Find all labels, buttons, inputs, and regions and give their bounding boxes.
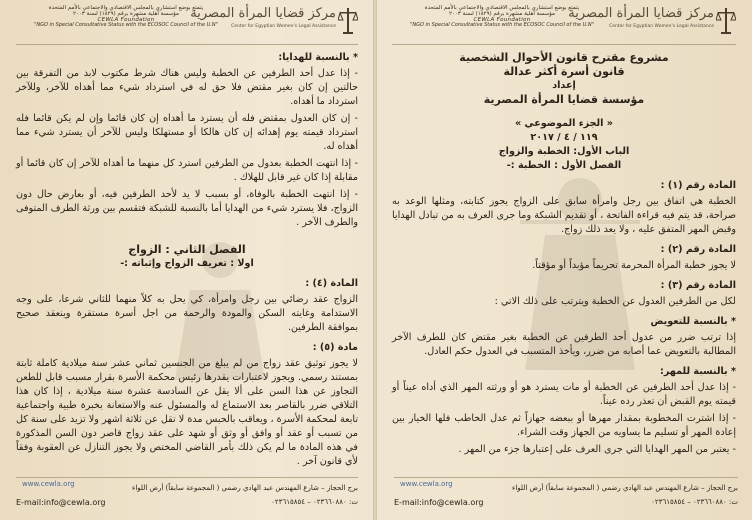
mahr-paragraph-1: - إذا عدل أحد الطرفين عن الخطبة أو مات يسترد هو أو ورثته المهر الذي أداه عيناً أو قيمته يوم القبض أن تعذر رده عيناً.: [392, 382, 736, 407]
footer-address: برج الحجاز – شارع المهندس عبد الهادي رضمي ( المجموعة سابقاً) أرض اللواء: [512, 484, 738, 492]
footer-website: www.cewla.org: [400, 480, 453, 488]
prepared-by-label: إعداد: [552, 80, 576, 91]
header-registration-line: مؤسسة أهلية مشهرة برقم (١٨٢٩) لسنة ٢٠٠٣: [449, 10, 555, 17]
header-status-line: يتمتع بوضع استشاري بالمجلس الاقتصادي والاجتماعي بالأمم المتحدة: [48, 5, 204, 11]
document-date: ١١٩ / ٤ / ٢٠١٧: [530, 132, 598, 143]
right-page: [378, 0, 752, 520]
justice-scale-icon: [338, 6, 358, 36]
page-gutter: [373, 0, 377, 520]
header-ngo-line: "NGO in Special Consultative Status with the ECOSOC Council of the U.N": [34, 22, 218, 29]
gifts-paragraph-1: - إذا عدل أحد الطرفين عن الخطبة وليس هناك شرط مكتوب لابد من التفرقة بين حالتين إن كان بغير مقتض فلا حق له في استرداد شيء مما أهداه للآخر، وللآخر استرداد ما أهداه.: [16, 68, 358, 107]
section-one-title: الفصل الأول : الخطبة :-: [506, 160, 622, 171]
right-page-content: [392, 51, 736, 457]
mahr-heading: * بالنسبة للمهر:: [659, 366, 736, 377]
article-5-title: مادة (٥) :: [312, 342, 358, 353]
header-info: [392, 6, 612, 29]
header-registration-line: مؤسسة أهلية مشهرة برقم (١٨٢٩) لسنة ٢٠٠٣: [73, 10, 179, 17]
document-subtitle: قانون أسرة أكثر عدالة: [503, 65, 625, 78]
header-info: [16, 6, 236, 29]
footer-email: E-mail:info@cewla.org: [394, 498, 484, 507]
left-page-content: [16, 51, 358, 469]
article-5-text: لا يجوز توثيق عقد زواج من لم يبلغ من الجنسين ثماني عشر سنة ميلادية كاملة ثابتة بمستند رسمي. ويجوز لاعتبارات يقدرها رئيس محكمة الأسرة بقرار مسبب قابل للطعن التجاوز عن هذا السن على ألا يقل عن السادسة عشرة سنة ميلادية ، إذا كان هذا التلاقي ضرر بالقاصر بعد الاستماع له والمسئول عنه والاستعانة بخبرة طبية واجتماعية تابعة لمحكمة الأسرة ، ويعاقب بالحبس مدة لا تقل عن ثلاثة اشهر ولا تزيد على سنة كل من تسبب أو عقد أو وافق أو وثق أو شهد على عقد زواج قاصر دون السن المذكورة في هذه المادة ما لم يكن ذلك بأمر القاضي المختص ولا يجوز التنازل عن العقوبة وفقاً لأي قانون آخر .: [16, 358, 358, 467]
article-4-text: الزواج عقد رضائي بين رجل وامرأة، كي يحل به كلاً منهما للثاني شرعا، على وجه الاستدامة وغايته السكن والمودة والرحمة من اجل أسرة مستقرة وينعقد صحيح بموافقة الطرفين.: [16, 294, 358, 333]
footer-phone: ت: ٠٢٣٦٦٠٨٨٠ – ٠٢٣٦١٥٨٥٤: [271, 498, 358, 506]
logo-arabic-text: مركز قضايا المرأة المصرية: [190, 6, 336, 21]
header-foundation-line: CEWLA Foundation: [473, 16, 531, 23]
article-2-title: المادة رقم (٢) :: [660, 244, 736, 255]
gifts-heading: * بالنسبة للهدايا:: [278, 52, 358, 63]
logo-english-text: Center for Egyptian Women's Legal Assistance: [609, 24, 714, 29]
letterhead: [392, 0, 736, 45]
article-1-text: الخطبة هي اتفاق بين رجل وامرأة سابق على الزواج يجوز كتابته، ومثلها الوعد به صراحة، قد يتم فيه قراءة الفاتحة ، أو تقديم الشبكة وما جرى العرف به من تبادل الهدايا وقبض المهر المتفق عليه ، ولا يعد ذلك زواج.: [392, 196, 736, 235]
article-1-title: المادة رقم (١) :: [660, 180, 736, 191]
header-status-line: يتمتع بوضع استشاري بالمجلس الاقتصادي والاجتماعي بالأمم المتحدة: [424, 5, 580, 11]
header-ngo-line: "NGO in Special Consultative Status with the ECOSOC Council of the U.N": [410, 22, 594, 29]
article-3-intro: لكل من الطرفين العدول عن الخطبة ويترتب على ذلك الاتي :: [494, 296, 736, 307]
article-2-text: لا يجوز خطبة المرأة المحرمة تحريماً مؤبداً أو مؤقتاً.: [532, 260, 736, 271]
gifts-paragraph-3: - إذا انتهت الخطبة بعدول من الطرفين استرد كل منهما ما أهداه للآخر إن كان قائما أو مقابلة إذا كان غير قابل للهلاك .: [16, 158, 358, 183]
logo-arabic-text: مركز قضايا المرأة المصرية: [568, 6, 714, 21]
header-foundation-line: CEWLA Foundation: [97, 16, 155, 23]
logo: [190, 6, 358, 40]
organization-name: مؤسسة قضايا المرأة المصرية: [483, 93, 645, 106]
letterhead: [16, 0, 358, 45]
footer-email: E-mail:info@cewla.org: [16, 498, 106, 507]
left-page: [0, 0, 372, 520]
article-4-title: المادة (٤) :: [305, 278, 358, 289]
gifts-paragraph-2: - إن كان العدول بمقتض فله أن يسترد ما أهداه إن كان قائما وإن لم يكن قائما فله استرداد قيمته يوم إهدائه إن كان هالكا أو مستهلكا وليس للآخر أن يسترد شيء مما أهداه له.: [16, 113, 358, 152]
footer-address: برج الحجاز – شارع المهندس عبد الهادي رضمي ( المجموعة سابقاً) أرض اللواء: [132, 484, 358, 492]
mahr-paragraph-2: - إذا اشترت المخطوبة بمقدار مهرها أو ببعضه جهازاً ثم عدل الخاطب فلها الخيار بين إعادة المهر أو تسليم ما يساويه من الجهاز وقت الشراء.: [392, 413, 736, 438]
article-3-title: المادة رقم (٣) :: [660, 280, 736, 291]
justice-scale-icon: [716, 6, 736, 36]
chapter-two-subtitle: اولا : تعريف الزواج وإثباته :-: [120, 258, 254, 269]
logo: [568, 6, 736, 40]
document-title: مشروع مقترح قانون الأحوال الشخصية: [459, 51, 669, 64]
footer-phone: ت: ٠٢٣٦٦٠٨٨٠ – ٠٢٣٦١٥٨٥٤: [651, 498, 738, 506]
gifts-paragraph-4: - إذا انتهت الخطبة بالوفاة، أو بسبب لا يد لأحد الطرفين فيه، أو بعارض حال دون الزواج، فلا يسترد شيء من الهدايا أما بالنسبة للشبكة فتقسم بين ورثة الطرف المتوفى والطرف الآخر .: [16, 189, 358, 228]
footer: [394, 477, 738, 514]
footer-website: www.cewla.org: [22, 480, 75, 488]
logo-english-text: Center for Egyptian Women's Legal Assistance: [231, 24, 336, 29]
mahr-paragraph-3: - يعتبر من المهر الهدايا التي جرى العرف على إعتبارها جزء من المهر .: [458, 444, 736, 455]
compensation-heading: * بالنسبة للتعويض: [650, 316, 736, 327]
part-title: « الجزء الموضوعي »: [515, 118, 613, 129]
compensation-text: إذا ترتب ضرر من عدول أحد الطرفين عن الخطبة بغير مقتض كان للطرف الآخر المطالبة بالتعويض عما أصابه من ضرر، ويأخذ المتسبب في العدول حكم العادل.: [392, 332, 736, 357]
chapter-two-title: الفصل الثاني : الزواج: [128, 243, 246, 256]
footer: [16, 477, 358, 514]
chapter-one-title: الباب الأول: الخطبة والزواج: [498, 146, 630, 157]
